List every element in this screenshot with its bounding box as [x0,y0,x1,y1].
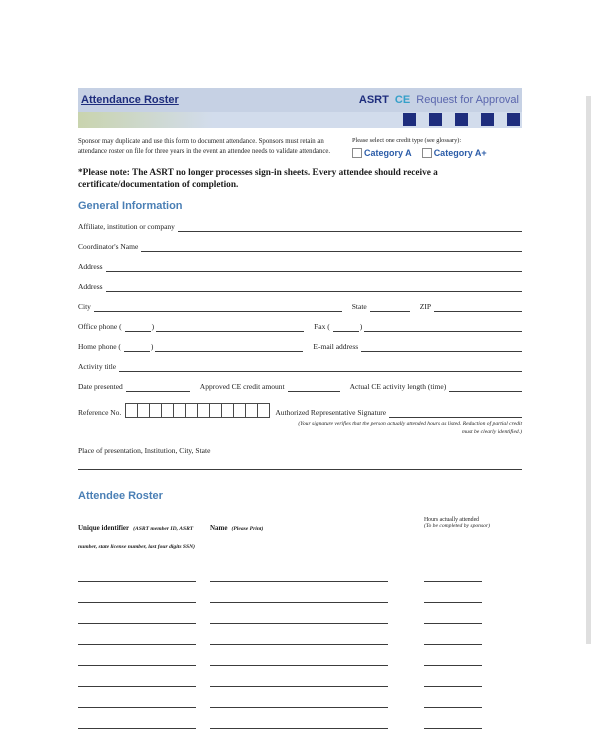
fax-paren-close: ) [359,322,363,332]
field-date-credit-length [78,383,522,392]
attendee-name-line[interactable] [210,587,388,603]
attendee-name-line[interactable] [210,713,388,729]
roster-row [78,629,522,645]
home-phone-line[interactable] [155,343,303,352]
id-header-sub: (ASRT member ID, ASRT number, state license number, last four digits SSN) [78,525,196,550]
signature-line[interactable] [389,409,522,418]
date-presented-line[interactable] [126,383,190,392]
affiliate-input-line[interactable] [178,223,522,232]
address1-input-line[interactable] [106,263,522,272]
attendee-name-line[interactable] [210,671,388,687]
ce-credit-label: Approved CE credit amount [199,382,285,392]
header-band-top [78,88,522,112]
name-header-title: Name [210,523,228,532]
form-title: Attendance Roster [81,94,179,106]
date-presented-label: Date presented [78,382,123,392]
address2-label: Address [78,282,103,292]
category-a-label: Category A [364,147,412,158]
zip-input-line[interactable] [434,303,522,312]
attendee-id-line[interactable] [78,671,196,687]
brand-logo [359,94,519,106]
roster-header [78,517,522,553]
coordinator-input-line[interactable] [141,243,522,252]
name-header-sub: (Please Print) [231,525,264,532]
activity-title-label: Activity title [78,362,117,372]
attendee-roster-heading: Attendee Roster [78,489,163,502]
email-label: E-mail address [313,342,359,352]
signature-note: (Your signature verifies that the person actually attended hours as listed. Reduction of partial credit must be clearly identified.) [298,420,522,435]
roster-row [78,566,522,582]
attendee-name-line[interactable] [210,692,388,708]
please-note-text: *Please note: The ASRT no longer processes sign-in sheets. Every attendee should receive a certificate/documentation of completion. [78,167,438,190]
home-area-code-line[interactable] [124,343,150,352]
brand-tagline: Request for Approval [416,94,519,106]
roster-row [78,587,522,603]
brand-asrt: ASRT [358,94,389,106]
home-paren-close: ) [150,342,154,352]
category-a-plus-checkbox[interactable] [422,148,432,158]
place-input-line[interactable] [78,469,522,470]
attendee-name-line[interactable] [210,608,388,624]
attendee-hours-line[interactable] [424,608,482,624]
attendee-id-line[interactable] [78,629,196,645]
field-coordinator [78,243,522,252]
roster-row [78,671,522,687]
fax-area-code-line[interactable] [333,323,359,332]
page-edge [586,96,591,644]
address2-input-line[interactable] [106,283,522,292]
attendee-id-line[interactable] [78,692,196,708]
ce-length-label: Actual CE activity length (time) [349,382,447,392]
home-phone-label: Home phone ( [78,342,121,352]
header-band [78,88,522,128]
affiliate-label: Affiliate, institution or company [78,222,175,232]
intro-section [78,137,522,158]
field-office-phone-fax [78,323,522,332]
reference-no-label: Reference No. [78,408,122,418]
attendee-hours-line[interactable] [424,671,482,687]
city-input-line[interactable] [94,303,342,312]
category-a-plus-label: Category A+ [433,147,487,158]
place-label: Place of presentation, Institution, City, State [78,446,211,456]
office-paren-close: ) [151,322,155,332]
attendee-id-line[interactable] [78,566,196,582]
signature-label: Authorized Representative Signature [275,408,387,418]
decor-squares [403,113,520,126]
attendee-name-line[interactable] [210,566,388,582]
header-band-bottom [78,112,522,128]
attendee-id-line[interactable] [78,608,196,624]
office-area-code-line[interactable] [125,323,151,332]
id-header-title: Unique identifier [78,523,130,532]
attendee-id-line[interactable] [78,587,196,603]
roster-col-hours-header [424,517,504,529]
activity-title-input-line[interactable] [119,363,522,372]
reference-box[interactable] [257,403,270,418]
brand-ce: CE [394,94,411,106]
roster-row [78,713,522,729]
credit-type-block [352,137,522,158]
field-reference-signature [78,403,522,418]
attendee-name-line[interactable] [210,629,388,645]
attendee-hours-line[interactable] [424,692,482,708]
office-phone-label: Office phone ( [78,322,122,332]
address1-label: Address [78,262,103,272]
roster-col-id-header [78,517,196,553]
credit-type-options [352,148,522,158]
roster-rows [78,566,522,729]
email-input-line[interactable] [361,343,522,352]
attendee-hours-line[interactable] [424,629,482,645]
state-label: State [351,302,367,312]
ce-credit-line[interactable] [288,383,340,392]
general-information-heading: General Information [78,199,183,212]
coordinator-label: Coordinator's Name [78,242,139,252]
office-phone-line[interactable] [156,323,304,332]
roster-row [78,650,522,666]
field-city-state-zip [78,303,522,312]
fax-line[interactable] [364,323,522,332]
state-input-line[interactable] [370,303,410,312]
city-label: City [78,302,91,312]
roster-col-name-header [210,517,388,535]
attendee-id-line[interactable] [78,713,196,729]
field-activity-title [78,363,522,372]
category-a-checkbox[interactable] [352,148,362,158]
hours-header-title: Hours actually attended [424,516,480,523]
hours-header-sub: (To be completed by sponsor) [424,522,490,529]
roster-row [78,608,522,624]
attendee-name-line[interactable] [210,650,388,666]
credit-type-prompt: Please select one credit type (see glossary): [352,137,462,144]
field-address-2 [78,283,522,292]
zip-label: ZIP [419,302,431,312]
reference-boxes[interactable] [126,403,270,418]
attendee-hours-line[interactable] [424,587,482,603]
attendee-id-line[interactable] [78,650,196,666]
ce-length-line[interactable] [449,383,522,392]
fax-label: Fax ( [314,322,330,332]
attendee-hours-line[interactable] [424,566,482,582]
field-address-1 [78,263,522,272]
attendee-hours-line[interactable] [424,650,482,666]
attendee-hours-line[interactable] [424,713,482,729]
field-affiliate [78,223,522,232]
field-home-phone-email [78,343,522,352]
roster-row [78,692,522,708]
sponsor-instructions: Sponsor may duplicate and use this form to document attendance. Sponsors must retain an attendance roster on file for three years in the event an attendee needs to validate attendance. [78,138,331,155]
field-place [78,447,522,455]
